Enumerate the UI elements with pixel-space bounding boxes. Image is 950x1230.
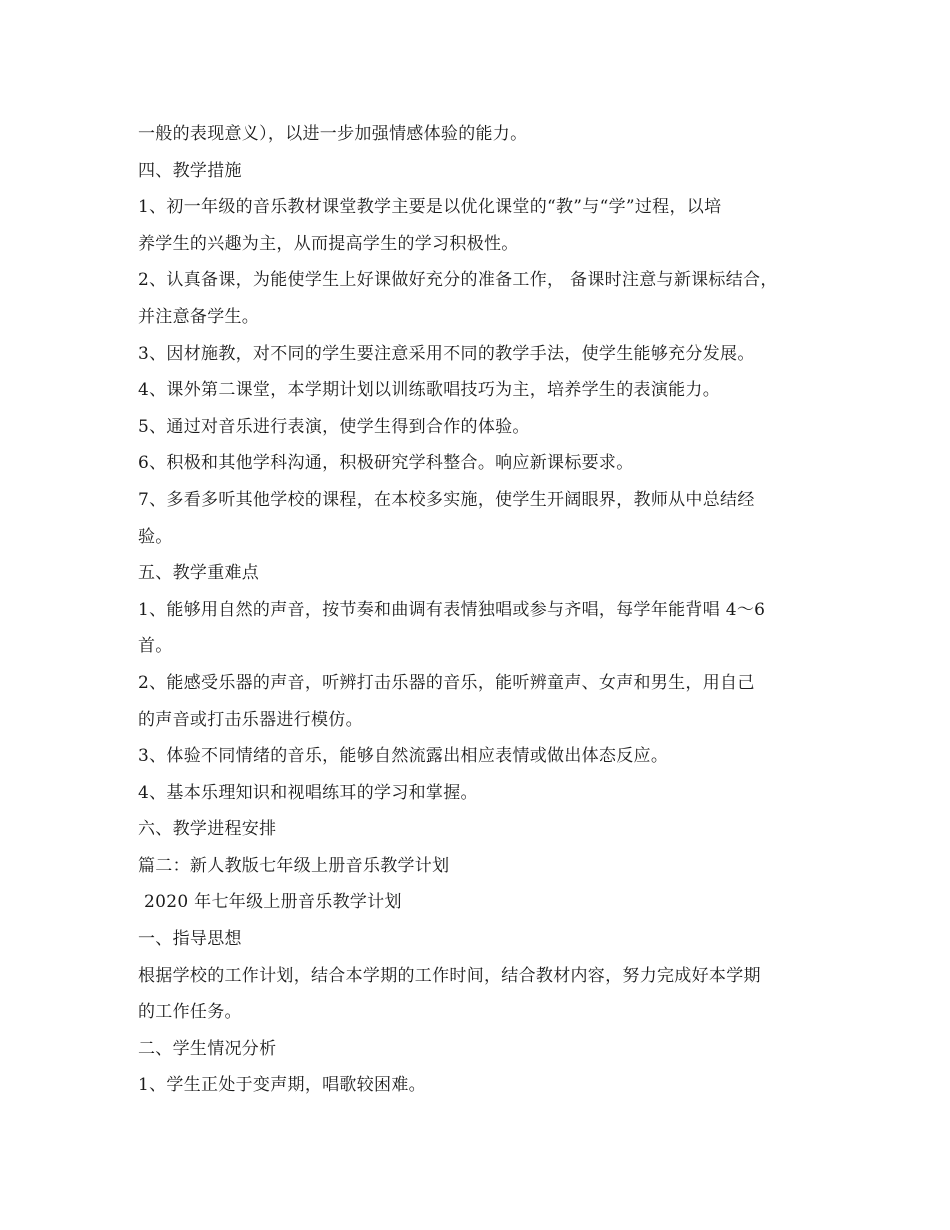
measure-item-1-continued: 养学生的兴趣为主，从而提高学生的学习积极性。	[138, 233, 519, 254]
measure-item-6: 6、积极和其他学科沟通，积极研究学科整合。响应新课标要求。	[138, 453, 634, 474]
difficulty-item-1-continued: 首。	[138, 636, 173, 657]
measure-item-7: 7、多看多听其他学校的课程，在本校多实施，使学生开阔眼界，教师从中总结经	[138, 489, 755, 510]
section-heading-student-analysis: 二、学生情况分析	[138, 1038, 277, 1059]
measure-item-2-continued: 并注意备学生。	[138, 306, 260, 327]
student-analysis-item-1: 1、学生正处于变声期，唱歌较困难。	[138, 1075, 426, 1096]
difficulty-item-1: 1、能够用自然的声音，按节奏和曲调有表情独唱或参与齐唱，每学年能背唱 4～6	[138, 599, 766, 620]
measure-item-2: 2、认真备课，为能使学生上好课做好充分的准备工作， 备课时注意与新课标结合，	[138, 270, 778, 291]
plan-title: 2020 年七年级上册音乐教学计划	[144, 892, 402, 913]
paragraph-continuation: 一般的表现意义），以进一步加强情感体验的能力。	[138, 124, 528, 144]
difficulty-item-3: 3、体验不同情绪的音乐，能够自然流露出相应表情或做出体态反应。	[138, 746, 669, 767]
difficulty-item-2: 2、能感受乐器的声音，听辨打击乐器的音乐，能听辨童声、女声和男生，用自己	[138, 672, 755, 693]
measure-item-1: 1、初一年级的音乐教材课堂教学主要是以优化课堂的“教”与“学”过程，以培	[138, 197, 722, 218]
section-heading-teaching-measures: 四、教学措施	[138, 160, 242, 181]
part-two-title: 篇二：新人教版七年级上册音乐教学计划	[138, 855, 450, 876]
measure-item-3: 3、因材施教，对不同的学生要注意采用不同的教学手法，使学生能够充分发展。	[138, 343, 755, 364]
section-heading-schedule: 六、教学进程安排	[138, 819, 277, 840]
guiding-ideology-text-continued: 的工作任务。	[138, 1002, 242, 1023]
document-body	[138, 116, 828, 1104]
measure-item-4: 4、课外第二课堂，本学期计划以训练歌唱技巧为主，培养学生的表演能力。	[138, 380, 721, 401]
section-heading-key-difficulties: 五、教学重难点	[138, 563, 260, 584]
guiding-ideology-text: 根据学校的工作计划，结合本学期的工作时间，结合教材内容，努力完成好本学期	[138, 965, 761, 986]
section-heading-guiding-ideology: 一、指导思想	[138, 929, 242, 950]
difficulty-item-2-continued: 的声音或打击乐器进行模仿。	[138, 709, 363, 730]
difficulty-item-4: 4、基本乐理知识和视唱练耳的学习和掌握。	[138, 782, 478, 803]
measure-item-7-continued: 验。	[138, 526, 173, 547]
measure-item-5: 5、通过对音乐进行表演，使学生得到合作的体验。	[138, 416, 530, 437]
